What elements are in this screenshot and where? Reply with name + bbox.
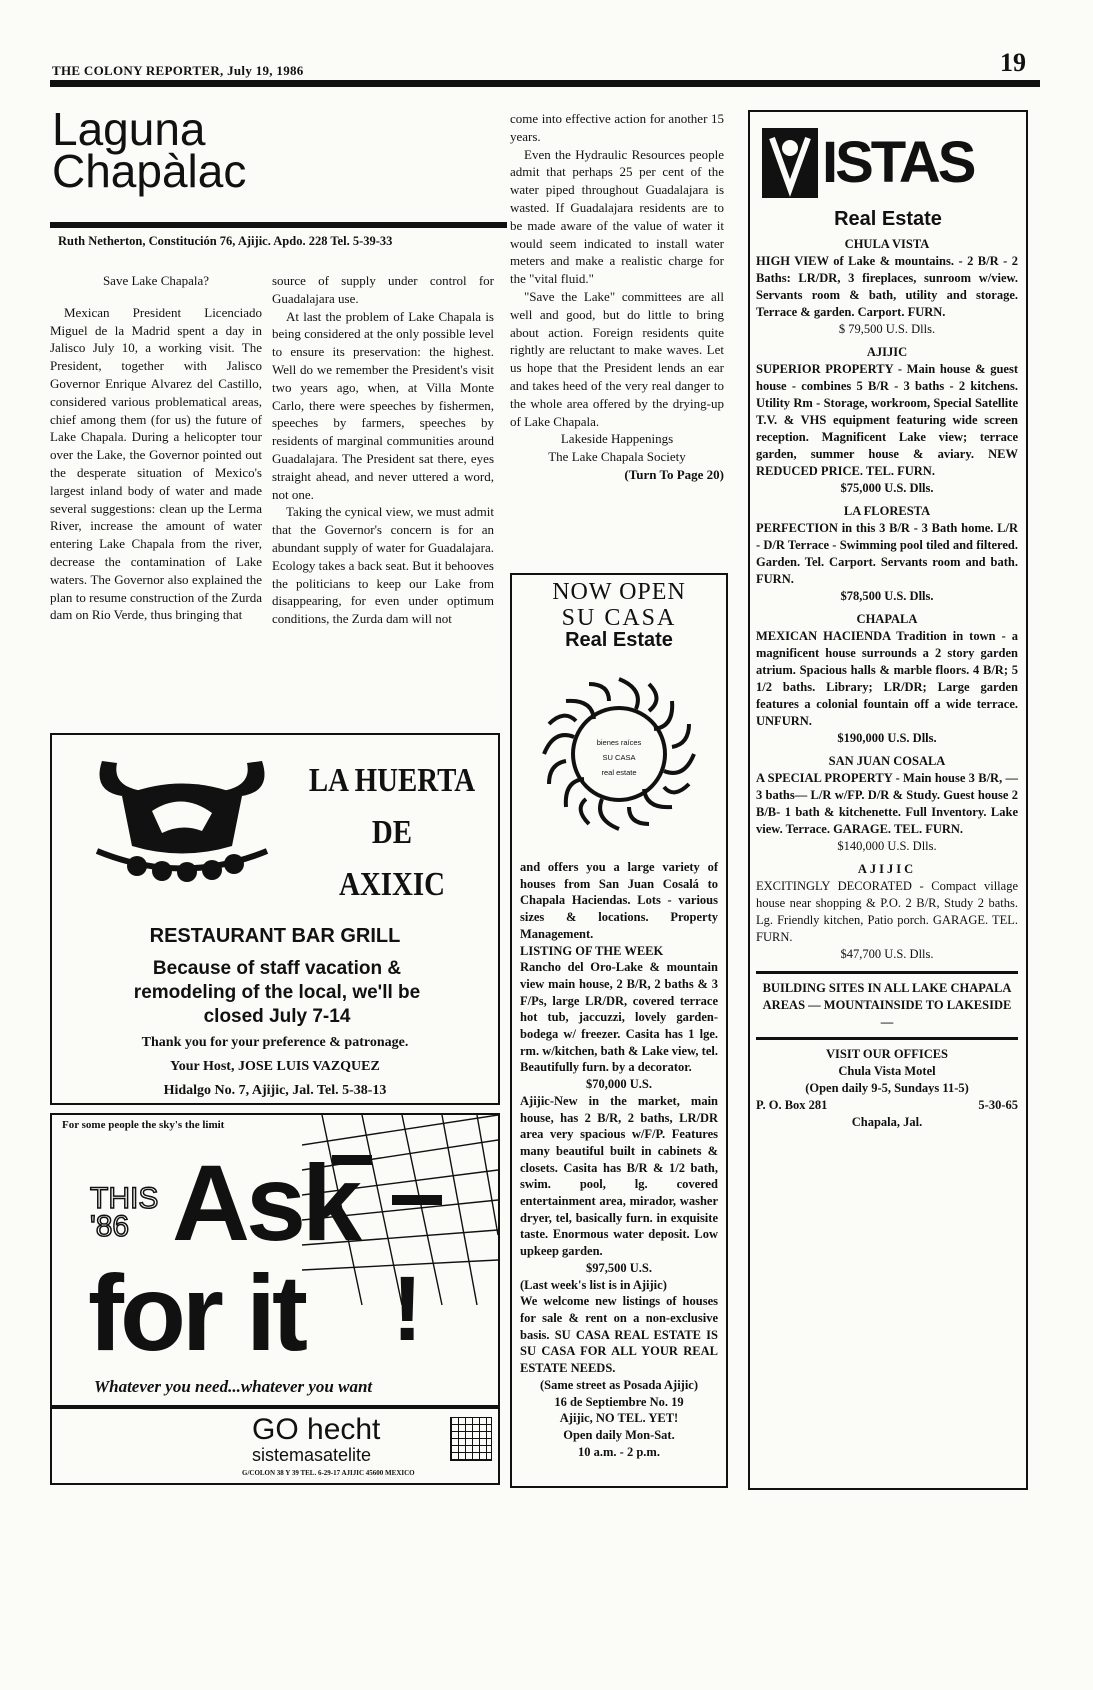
vistas-price: $78,500 U.S. Dlls. <box>840 589 934 603</box>
vistas-sub: Real Estate <box>834 208 942 230</box>
hecht-rule <box>52 1405 498 1409</box>
vistas-listing: HIGH VIEW of Lake & mountains. - 2 B/R - 2 Baths: LR/DR, 3 fireplaces, sunroom w/view. Servants room & bath, utility and storage. Terrace & garden. Carport. FURN. <box>756 254 1018 319</box>
vistas-box: P. O. Box 281 <box>756 1098 828 1112</box>
huerta-thanks: Thank you for your preference & patronage. <box>141 1035 409 1050</box>
hecht-grid-icon <box>450 1417 492 1461</box>
headline: Save Lake Chapala? <box>102 273 210 288</box>
vistas-sites: BUILDING SITES IN ALL LAKE CHAPALA AREAS — MOUNTAINSIDE TO LAKESIDE — <box>762 981 1012 1029</box>
article-paragraph: At last the problem of Lake Chapala is being considered at the only possible level to ensure its preservation: the highest. Well do we remember the President's visit two years ago, when, at Villa Monte Carlo, there were speeches by fishermen, speeches by farmers, speeches by residents of marginal communities around Guadalajara. The President sat there, eyes straight ahead, and never uttered a word, not one. <box>272 308 494 502</box>
sucasa-open: NOW OPEN <box>552 579 686 605</box>
article-paragraph: Mexican President Licenciado Miguel de la Madrid spent a day in Jalisco July 10, a working visit. The President, together with Jalisco Governor Enrique Alvarez del Castillo, considered various problematical areas, chief among them (for us) the future of Lake Chapala. During a helicopter tour over the Lake, the Governor pointed out the desperate situation of Mexico's largest inland body of water and made several suggestions: clean up the Lerma River, increase the amount of water entering Lake Chapala from the river, decrease the contamination of Lake waters. The Governor also explained the plan to resume construction of the Zurda dam on Rio Verde, thus bringing that <box>50 304 262 623</box>
vistas-listing: EXCITINGLY DECORATED - Compact village house near shopping & P.O. 2 B/R, Study 2 baths. Lg. Friendly kitchen, Patio porch. GARAGE. TEL. FURN. <box>756 879 1018 944</box>
article-col-1 <box>50 272 262 624</box>
vistas-listings <box>756 236 1018 1131</box>
seal-text: bienes raíces <box>596 738 642 747</box>
article-paragraph: Lakeside Happenings <box>560 431 674 447</box>
huerta-name <box>299 755 486 911</box>
vistas-heading: LA FLORESTA <box>843 504 931 518</box>
hecht-exclamation: ! <box>392 1258 423 1360</box>
sucasa-name: SU CASA <box>561 605 677 631</box>
vistas-hours: (Open daily 9-5, Sundays 11-5) <box>805 1081 969 1095</box>
huerta-ad <box>50 733 500 1105</box>
hecht-ask: Ask <box>172 1142 359 1263</box>
sucasa-same: (Same street as Posada Ajijic) <box>539 1377 699 1392</box>
vistas-rule <box>756 1037 1018 1040</box>
sucasa-intro: and offers you a large variety of houses from San Juan Cosalá to Chapala Haciendas. Lots - various sizes & locations. Property Management. <box>520 860 718 941</box>
turn-to-page: (Turn To Page 20) <box>624 466 724 482</box>
vistas-town: Chapala, Jal. <box>851 1115 923 1129</box>
sucasa-price: $70,000 U.S. <box>586 1077 652 1092</box>
column-logo <box>52 103 247 197</box>
sucasa-tel: Ajijic, NO TEL. YET! <box>559 1411 679 1426</box>
vistas-heading: CHULA VISTA <box>844 237 930 251</box>
vistas-v-logo-icon <box>762 128 818 198</box>
vistas-heading: AJIJIC <box>857 862 917 876</box>
huerta-name-line: LA HUERTA <box>308 762 476 799</box>
sucasa-lastweek: (Last week's list is in Ajijic) <box>520 1277 667 1292</box>
hecht-year: '86 <box>90 1210 130 1243</box>
vistas-visit: VISIT OUR OFFICES <box>825 1047 949 1061</box>
page-number: 19 <box>1000 48 1026 77</box>
vistas-heading: SAN JUAN COSALA <box>828 754 946 768</box>
article-paragraph: The Lake Chapala Society <box>548 449 686 465</box>
article-paragraph: source of supply under control for Guadalajara use. <box>272 273 494 306</box>
byline-rule <box>50 222 507 228</box>
huerta-sub: RESTAURANT BAR GRILL <box>149 925 401 947</box>
sucasa-address: 16 de Septiembre No. 19 <box>554 1394 684 1409</box>
sucasa-hours: 10 a.m. - 2 p.m. <box>578 1444 660 1459</box>
sucasa-ad <box>510 573 728 1488</box>
huerta-name-line: AXIXIC <box>339 866 445 903</box>
byline: Ruth Netherton, Constitución 76, Ajijic. Apdo. 228 Tel. 5-39-33 <box>58 234 393 248</box>
column-logo-line1: Laguna <box>52 103 206 155</box>
seal-text: real estate <box>601 768 637 777</box>
article-col-3 <box>510 110 724 484</box>
sucasa-listing-title: LISTING OF THE WEEK <box>520 943 664 958</box>
huerta-name-line: DE <box>371 814 413 851</box>
hecht-brand-sub: sistemasatelite <box>252 1445 372 1465</box>
article-paragraph: come into effective action for another 15 years. <box>510 111 724 144</box>
vistas-listing: A SPECIAL PROPERTY - Main house 3 B/R, — 3 baths— L/R w/FP. D/R & Study. Guest house 2 B/B- 1 bath & kitchenette. Full Inventory. Lake view. Terrace. GARAGE. TEL. FURN. <box>756 771 1018 836</box>
sun-seal-text <box>564 735 674 780</box>
vistas-price: $75,000 U.S. Dlls. <box>840 481 934 495</box>
hecht-ad <box>50 1113 500 1485</box>
article-col-2 <box>272 272 494 628</box>
vistas-phone: 5-30-65 <box>978 1098 1018 1112</box>
hecht-for-it: for it <box>88 1252 304 1373</box>
vistas-ad <box>748 110 1028 1490</box>
sucasa-real: Real Estate <box>565 629 673 651</box>
article-paragraph: "Save the Lake" committees are all well and good, but do little to bring about action. Foreign residents quite rightly are reluctant to make waves. Let us hope that the President lends an ear and takes heed of the very real danger to the whole area offered by the drying-up of Lake Chapala. <box>510 288 724 429</box>
article-paragraph: Even the Hydraulic Resources people admit that perhaps 25 per cent of the water piped throughout Guadalajara is wasted. If Guadalajara residents are to be made aware of the value of water it would seem indicated to install water meters and make a realistic charge for the "vital fluid." <box>510 146 724 287</box>
vistas-heading: AJIJIC <box>866 345 908 359</box>
vistas-price: $ 79,500 U.S. Dlls. <box>838 322 936 336</box>
vistas-listing: MEXICAN HACIENDA Tradition in town - a magnificent house surrounds a 2 story garden atrium. Spacious halls & marble floors. 4 B/R; 5 1/2 baths. Library; LR/DR; Large garden features a colonial fountain off a wide terrace. UNFURN. <box>756 629 1018 728</box>
sucasa-listing: Rancho del Oro-Lake & mountain view main house, 2 B/R, 2 baths & 3 F/Ps, large LR/DR, covered terrace hot tub, jaccuzzi, lovely garden-bodega w/ freezer. Casita has 1 lge. rm. w/kitchen, bath & Lake view, tel. Beautifully furn. by a decorator. <box>520 960 718 1075</box>
vistas-price: $47,700 U.S. Dlls. <box>840 947 934 961</box>
sucasa-listing: Ajijic-New in the market, main house, has 2 B/R, 2 baths, LR/DR area very spacious w/F/P. Features many beautiful built in cabinets & closets. Casita has B/R & 1/2 bath, swim. pool, lg. covered entertainment area, mirador, washer dryer, tel, basically furn. in exquisite taste. Enormous water deposit. Low upkeep garden. <box>520 1093 718 1259</box>
hecht-fine: G/COLON 38 Y 39 TEL. 6-29-17 AJIJIC 45600 MEXICO <box>242 1469 415 1477</box>
hecht-this: THIS <box>90 1182 159 1215</box>
vistas-listing: PERFECTION in this 3 B/R - 3 Bath home. L/R - D/R Terrace - Swimming pool tiled and filtered. Garden. Tel. Carport. Servants room and bath. FURN. <box>756 521 1018 586</box>
vistas-listing: SUPERIOR PROPERTY - Main house & guest house - combines 5 B/R - 3 baths - 2 kitchens. Utility Rm - Storage, workroom, Special Satellite T.V. & VHS equipment featuring wide screen reception. Magnificent Lake view; terrace garden, summer house & aviary. NEW REDUCED PRICE. TEL. FURN. <box>756 362 1018 478</box>
vistas-rule <box>756 971 1018 974</box>
masthead: THE COLONY REPORTER, July 19, 1986 <box>52 63 304 78</box>
sucasa-body <box>520 859 718 1460</box>
vistas-logo: ISTAS <box>822 130 974 195</box>
huerta-notice: Because of staff vacation & remodeling of the local, we'll be closed July 7-14 <box>133 958 421 1027</box>
hecht-brand: GO hecht <box>252 1413 381 1446</box>
column-logo-line2: Chapàlac <box>52 145 247 197</box>
hecht-tagline: Whatever you need...whatever you want <box>94 1377 373 1396</box>
sucasa-price: $97,500 U.S. <box>586 1260 652 1275</box>
vistas-contact <box>756 1097 1018 1114</box>
bull-logo-icon <box>82 751 282 901</box>
huerta-host: Your Host, JOSE LUIS VAZQUEZ <box>170 1059 380 1074</box>
huerta-address: Hidalgo No. 7, Ajijic, Jal. Tel. 5-38-13 <box>163 1083 387 1098</box>
vistas-heading: CHAPALA <box>856 612 918 626</box>
vistas-price: $140,000 U.S. Dlls. <box>837 839 937 853</box>
vistas-office: Chula Vista Motel <box>838 1064 936 1078</box>
seal-text: SU CASA <box>602 753 636 762</box>
hecht-this-year <box>90 1182 159 1243</box>
article-paragraph: Taking the cynical view, we must admit that the Governor's concern is for an abundant supply of water for Guadalajara. Ecology takes a back seat. But it behooves the politicians to keep our Lake from disappearing, for even under optimum conditions, the Zurda dam will not <box>272 504 494 627</box>
vistas-price: $190,000 U.S. Dlls. <box>837 731 937 745</box>
header-rule <box>50 80 1040 87</box>
sucasa-hours: Open daily Mon-Sat. <box>563 1427 675 1442</box>
hecht-top: For some people the sky's the limit <box>62 1119 225 1131</box>
sucasa-welcome: We welcome new listings of houses for sale & rent on a non-exclusive basis. SU CASA REAL ESTATE IS SU CASA FOR ALL YOUR REAL ESTATE NEEDS. <box>520 1294 718 1376</box>
